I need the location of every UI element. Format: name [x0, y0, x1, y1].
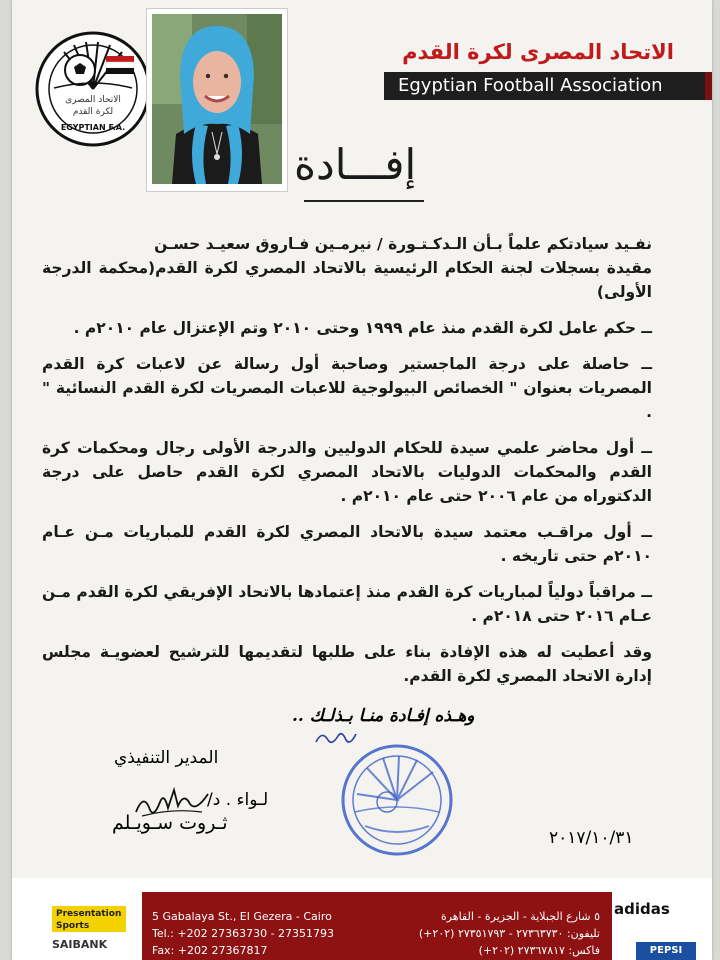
sponsor-saibank: SAIBANK — [52, 938, 108, 951]
document-title: إفـــادة — [294, 140, 417, 189]
footer-contact-en — [152, 908, 334, 959]
sponsor-pepsi: PEPSI — [636, 942, 696, 960]
item-5: ــ مراقباً دولياً لمباريات كرة القدم منذ إعتمادها بالاتحاد الإفريقي لكرة القدم مـن عـام ٢٠١٦ حتى ٢٠١٨م . — [42, 583, 652, 625]
footer — [12, 878, 712, 960]
sponsor-presentation: Presentation Sports — [52, 906, 126, 932]
logo-text-ar-1: الاتحاد المصرى — [65, 95, 121, 105]
signatory-rank: لـواء . د/ — [207, 790, 269, 810]
footer-contact-band — [142, 892, 612, 960]
efa-logo — [34, 30, 152, 148]
association-name-en: Egyptian Football Association — [384, 72, 712, 100]
item-3: ــ أول محاضر علمي سيدة للحكام الدوليين والدرجة الأولى رجال ومحكمات كرة القدم والمحكمات الدوليات بالاتحاد المصري لكرة القدم حاصل على درجة الدكتوراه من عام ٢٠٠٦ حتى عام ٢٠١٠م . — [42, 439, 652, 505]
item-2: ــ حاصلة على درجة الماجستير وصاحبة أول رسالة عن لاعبات كرة القدم المصريات بعنوان " الخصائص البيولوجية للاعبات المصريات لكرة القدم النسائية " . — [42, 355, 652, 421]
item-1: ــ حكم عامل لكرة القدم منذ عام ١٩٩٩ وحتى ٢٠١٠ وتم الإعتزال عام ٢٠١٠م . — [73, 319, 652, 337]
address-en: 5 Gabalaya St., El Gezera - Cairo — [152, 910, 332, 923]
tel-en: Tel.: +202 27363730 - 27351793 — [152, 927, 335, 940]
item-4: ــ أول مراقـب معتمد سيدة بالاتحاد المصري لكرة القدم للمباريات مـن عـام ٢٠١٠م حتى تاريخه . — [42, 523, 652, 565]
fax-ar: فاكس: ٢٧٣٦٧٨١٧ (٢٠٢+) — [478, 944, 600, 957]
intro-line: نفـيد سيادتكم علماً بـأن الـدكـتـورة / نيرمـين فـاروق سعيـد حسـن — [154, 235, 652, 253]
intro-line-2: مقيدة بسجلات لجنة الحكام الرئيسية بالاتحاد المصري لكرة القدم(محكمة الدرجة الأولى) — [42, 259, 652, 301]
logo-text-en: EGYPTIAN F.A. — [60, 123, 126, 132]
closing-phrase: وهـذه إفـادة منـا بـذلـك .. — [292, 706, 475, 726]
signatory-role: المدير التنفيذي — [114, 748, 219, 768]
footer-contact-ar — [419, 908, 600, 959]
portrait-photo — [146, 8, 288, 192]
logo-text-ar-2: لكرة القدم — [72, 107, 114, 117]
official-stamp — [337, 742, 457, 858]
document-date: ٢٠١٧/١٠/٣١ — [549, 828, 634, 848]
sponsor-adidas: adidas — [614, 900, 670, 918]
association-name-ar: الاتحاد المصرى لكرة القدم — [402, 40, 674, 64]
address-ar: ٥ شارع الجبلاية - الجزيرة - القاهرة — [440, 910, 600, 923]
outro-paragraph: وقد أعطيت له هذه الإفادة بناء على طلبها لتقديمها للترشيح لعضويـة مجلس إدارة الاتحاد المصري لكرة القدم. — [42, 643, 652, 685]
signatory-name: ثـروت سـويـلم — [112, 812, 228, 834]
document-body — [42, 232, 652, 700]
tel-ar: تليفون: ٢٧٣٦٣٧٣٠ - ٢٧٣٥١٧٩٣ (٢٠٢+) — [418, 927, 600, 940]
fax-en: Fax: +202 27367817 — [152, 944, 268, 957]
document-page — [12, 0, 712, 960]
title-underline — [304, 200, 424, 202]
